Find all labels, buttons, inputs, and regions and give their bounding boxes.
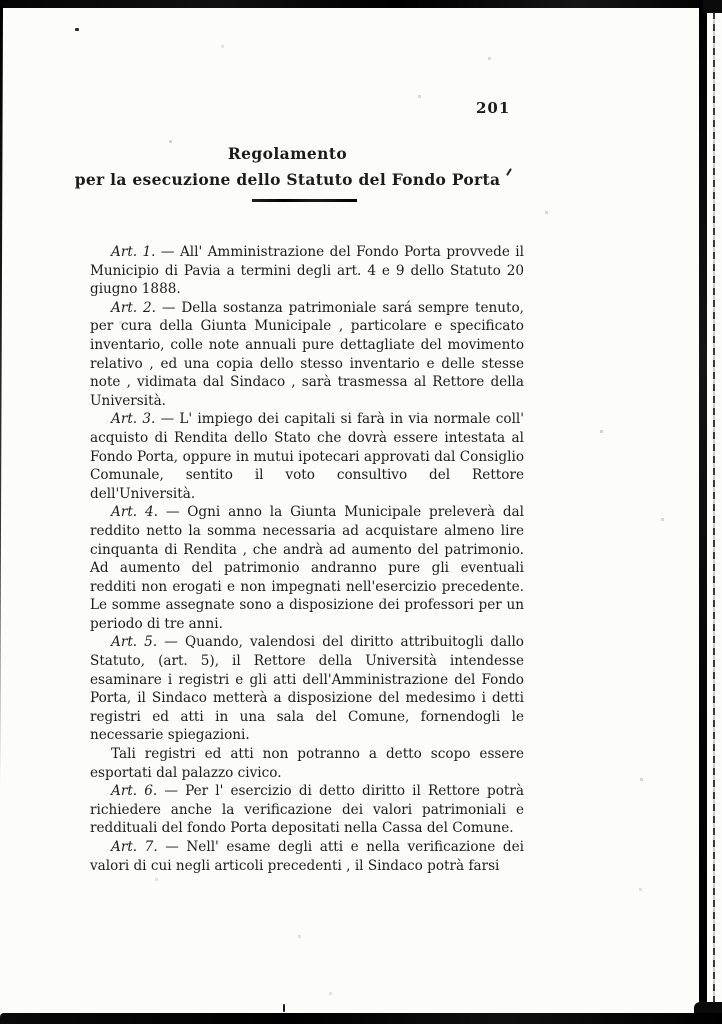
article-1-text: All' Amministrazione del Fondo Porta provvede il Municipio di Pavia a termini degli art. 4 e 9 dello Statuto 20 giugno 1888.	[90, 244, 524, 298]
paragraph-article-7	[90, 838, 524, 875]
em-dash: —	[165, 839, 179, 855]
article-5-label: Art. 5.	[111, 634, 158, 651]
paragraph-article-5	[90, 633, 524, 745]
em-dash: —	[164, 783, 178, 800]
scan-edge-right-thin-line	[713, 0, 715, 1024]
paragraph-tali-registri	[90, 745, 524, 782]
article-1-label: Art. 1.	[111, 244, 156, 260]
article-7-text: Nell' esame degli atti e nella verificazione dei valori di cui negli articoli precedenti , il Sindaco potrà farsi	[90, 839, 524, 874]
scan-corner-top-right	[703, 0, 722, 13]
document-title: Regolamento	[227, 144, 348, 163]
article-5-text: Quando, valendosi del diritto attribuitogli dallo Statuto, (art. 5), il Rettore della Università intendesse esaminare i registri e gli atti dell'Amministrazione del Fondo Porta, il Sindaco metterà a disposizione del medesimo i detti registri ed atti in una sala del Comune, fornendogli le necessarie spiegazioni.	[90, 634, 524, 744]
article-3-label: Art. 3.	[111, 411, 156, 428]
paragraph-article-3	[90, 410, 524, 503]
article-4-label: Art. 4.	[111, 504, 158, 521]
scan-edge-top	[0, 0, 722, 8]
article-7-label: Art. 7.	[111, 839, 158, 855]
tali-registri-text: Tali registri ed atti non potranno a detto scopo essere esportati dal palazzo civico.	[90, 746, 524, 781]
paragraph-article-1	[90, 243, 524, 299]
paragraph-article-4	[90, 503, 524, 633]
em-dash: —	[164, 634, 178, 651]
article-6-label: Art. 6.	[111, 783, 158, 800]
document-body	[90, 243, 524, 875]
article-4-text: Ogni anno la Giunta Municipale preleverà dal reddito netto la somma necessaria ad acquistare almeno lire cinquanta di Rendita , che andrà ad aumento del patrimonio. Ad aumento del patrimonio andranno pure gli eventuali redditi non erogati e non impegnati nell'esercizio precedente. Le somme assegnate sono a disposizione dei professori per un periodo di tre anni.	[90, 504, 525, 632]
scan-edge-bottom	[0, 1013, 722, 1024]
ink-speck	[75, 28, 79, 31]
scan-edge-left	[0, 6, 3, 1001]
article-3-text: L' impiego dei capitali si farà in via normale coll' acquisto di Rendita dello Stato che dovrà essere intestata al Fondo Porta, oppure in mutui ipotecari approvati dal Consiglio Comunale, sentito il voto consultivo del Rettore dell'Università.	[90, 411, 525, 502]
article-2-label: Art. 2.	[111, 299, 156, 316]
em-dash: —	[165, 504, 180, 521]
document-heading	[55, 144, 520, 189]
em-dash: —	[160, 244, 175, 260]
scan-edge-right-bar	[699, 0, 707, 1024]
paragraph-article-6	[90, 782, 524, 838]
paragraph-article-2	[90, 299, 524, 411]
page-number: 201	[476, 99, 511, 117]
title-divider-rule	[252, 199, 357, 202]
document-subtitle: per la esecuzione dello Statuto del Fondo Porta	[74, 170, 501, 189]
ink-speck	[283, 1004, 285, 1012]
em-dash: —	[160, 411, 175, 428]
article-6-text: Per l' esercizio di detto diritto il Rettore potrà richiedere anche la verificazione dei valori patrimoniali e reddituali del fondo Porta depositati nella Cassa del Comune.	[90, 783, 524, 837]
article-2-text: Della sostanza patrimoniale sará sempre tenuto, per cura della Giunta Municipale , particolare e specificato inventario, colle note annuali pure dettagliate del movimento relativo , ed una copia dello stesso inventario e delle stesse note , vidimata dal Sindaco , sarà trasmessa al Rettore della Università.	[90, 299, 524, 409]
scan-noise	[0, 0, 1, 1]
em-dash: —	[161, 299, 176, 316]
